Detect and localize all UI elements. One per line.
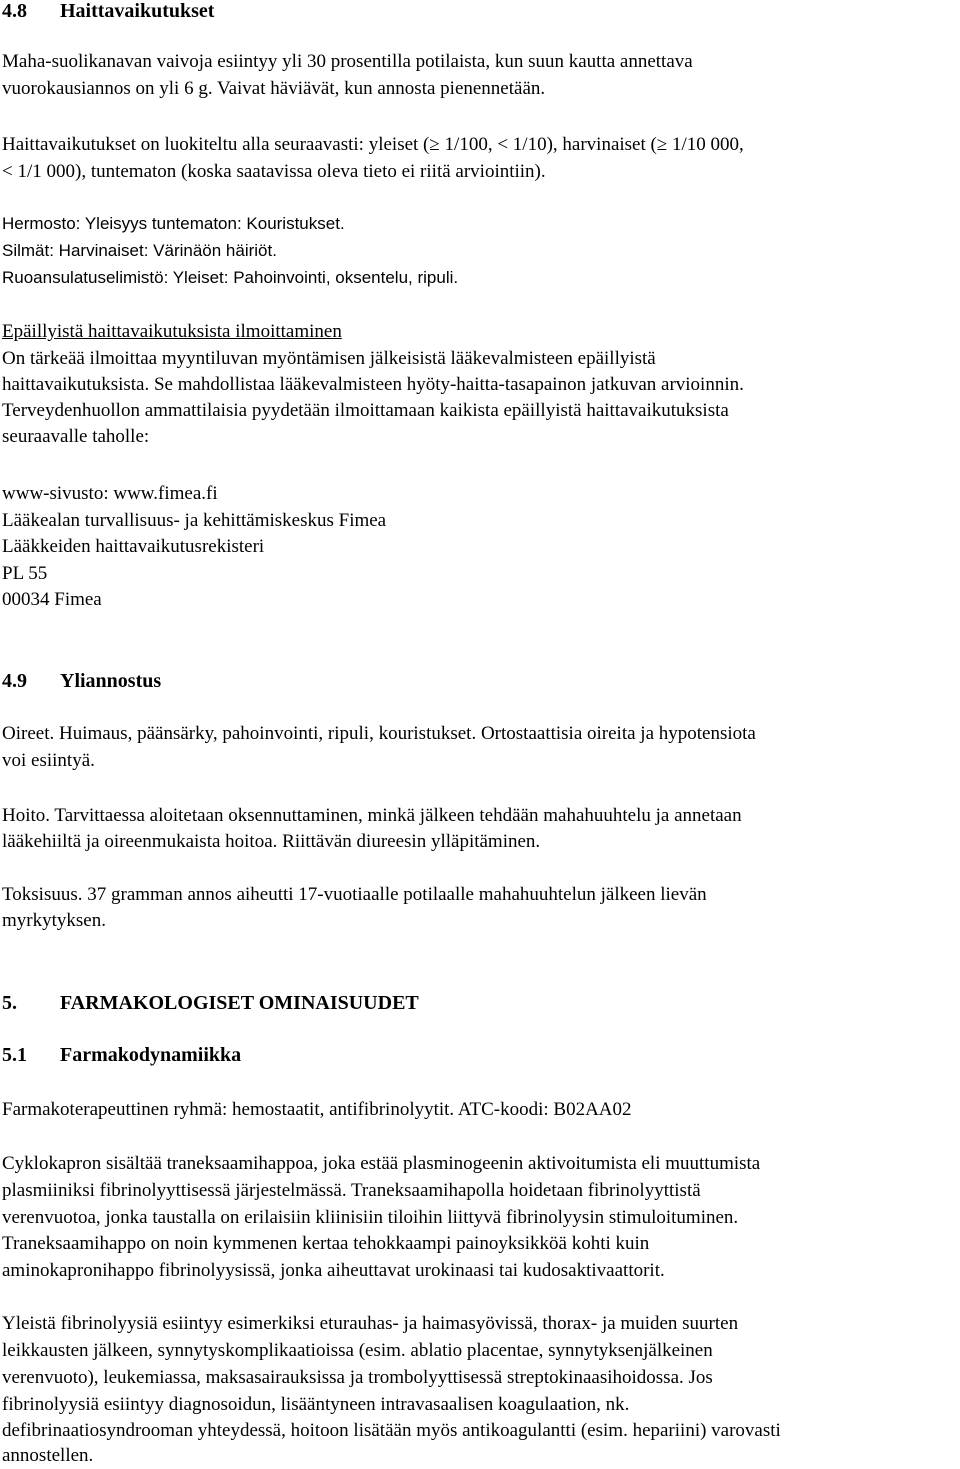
paragraph-line: myrkytyksen. (2, 910, 106, 931)
adverse-list-item: Silmät: Harvinaiset: Värinäön häiriöt. (2, 241, 277, 260)
paragraph-line: leikkausten jälkeen, synnytyskomplikaatioissa (esim. ablatio placentae, synnytyksenjälkeinen (2, 1340, 713, 1361)
section-5-1-heading (2, 1042, 241, 1069)
paragraph-line: plasmiiniksi fibrinolyyttisessä järjestelmässä. Traneksaamihapolla hoidetaan fibrinolyyttistä (2, 1180, 701, 1201)
paragraph-line: Hoito. Tarvittaessa aloitetaan oksennuttaminen, minkä jälkeen tehdään mahahuuhtelu ja annetaan (2, 805, 742, 826)
section-title: Haittavaikutukset (60, 0, 215, 22)
adverse-list-item: Ruoansulatuselimistö: Yleiset: Pahoinvointi, oksentelu, ripuli. (2, 268, 459, 287)
section-title: Yliannostus (60, 670, 162, 692)
paragraph-line: vuorokausiannos on yli 6 g. Vaivat häviävät, kun annosta pienennetään. (2, 78, 546, 99)
paragraph-line: Cyklokapron sisältää traneksaamihappoa, joka estää plasminogeenin aktivoitumista eli muuttumista (2, 1153, 761, 1174)
address-line: Lääkealan turvallisuus- ja kehittämiskeskus Fimea (2, 510, 387, 531)
section-title: Farmakodynamiikka (60, 1044, 242, 1066)
paragraph-line: aminokapronihappo fibrinolyysissä, jonka aiheuttavat urokinaasi tai kudosaktivaattorit. (2, 1260, 665, 1281)
section-number: 5.1 (2, 1044, 27, 1066)
paragraph-line: verenvuoto), leukemiassa, maksasairauksissa ja trombolyyttisessä streptokinaasihoidossa. Jos (2, 1367, 713, 1388)
section-4-9-heading (2, 668, 161, 695)
paragraph-line: haittavaikutuksista. Se mahdollistaa lääkevalmisteen hyöty-haitta-tasapainon jatkuvan arvioinnin. (2, 374, 744, 395)
paragraph-line: seuraavalle taholle: (2, 426, 150, 447)
address-line: Lääkkeiden haittavaikutusrekisteri (2, 536, 265, 557)
address-line: www-sivusto: www.fimea.fi (2, 483, 218, 504)
paragraph-line: Oireet. Huimaus, päänsärky, pahoinvointi, ripuli, kouristukset. Ortostaattisia oireita ja hypotensiota (2, 723, 756, 744)
paragraph-line: Haittavaikutukset on luokiteltu alla seuraavasti: yleiset (≥ 1/100, < 1/10), harvinaiset (≥ 1/10 000, (2, 134, 744, 155)
paragraph-line: voi esiintyä. (2, 750, 95, 771)
section-number: 5. (2, 992, 17, 1014)
section-number: 4.9 (2, 670, 27, 692)
paragraph-line: Yleistä fibrinolyysiä esiintyy esimerkiksi eturauhas- ja haimasyövissä, thorax- ja muiden suurten (2, 1313, 739, 1334)
paragraph-line: On tärkeää ilmoittaa myyntiluvan myöntämisen jälkeisistä lääkevalmisteen epäillyistä (2, 348, 656, 369)
paragraph-line: Traneksaamihappo on noin kymmenen kertaa tehokkaampi painoyksikköä kohti kuin (2, 1233, 650, 1254)
paragraph-line: Maha-suolikanavan vaivoja esiintyy yli 30 prosentilla potilaista, kun suun kautta annettava (2, 51, 693, 72)
section-title: FARMAKOLOGISET OMINAISUUDET (60, 992, 419, 1014)
reporting-heading: Epäillyistä haittavaikutuksista ilmoittaminen (2, 321, 342, 342)
paragraph-line: defibrinaatiosyndrooman yhteydessä, hoitoon lisätään myös antikoagulantti (esim. hepariini) varovasti (2, 1420, 781, 1441)
pharmacotherapeutic-group: Farmakoterapeuttinen ryhmä: hemostaatit, antifibrinolyytit. ATC-koodi: B02AA02 (2, 1099, 632, 1120)
paragraph-line: lääkehiiltä ja oireenmukaista hoitoa. Riittävän diureesin ylläpitäminen. (2, 831, 541, 852)
paragraph-line: fibrinolyysiä esiintyy diagnosoidun, lisääntyneen intravasaalisen koagulaation, nk. (2, 1394, 630, 1415)
paragraph-line: verenvuotoa, jonka taustalla on erilaisiin kliinisiin tiloihin liittyvä fibrinolyysin stimuloituminen. (2, 1207, 739, 1228)
address-line: 00034 Fimea (2, 589, 102, 610)
paragraph-line: Terveydenhuollon ammattilaisia pyydetään ilmoittamaan kaikista epäillyistä haittavaikutuksista (2, 400, 729, 421)
adverse-list-item: Hermosto: Yleisyys tuntematon: Kouristukset. (2, 214, 345, 233)
section-5-heading (2, 990, 419, 1017)
address-line: PL 55 (2, 563, 48, 584)
paragraph-line: Toksisuus. 37 gramman annos aiheutti 17-vuotiaalle potilaalle mahahuuhtelun jälkeen lievän (2, 884, 707, 905)
paragraph-line: < 1/1 000), tuntematon (koska saatavissa oleva tieto ei riitä arviointiin). (2, 161, 546, 182)
section-4-8-heading (2, 0, 214, 25)
paragraph-line: annostellen. (2, 1445, 94, 1466)
section-number: 4.8 (2, 0, 27, 22)
